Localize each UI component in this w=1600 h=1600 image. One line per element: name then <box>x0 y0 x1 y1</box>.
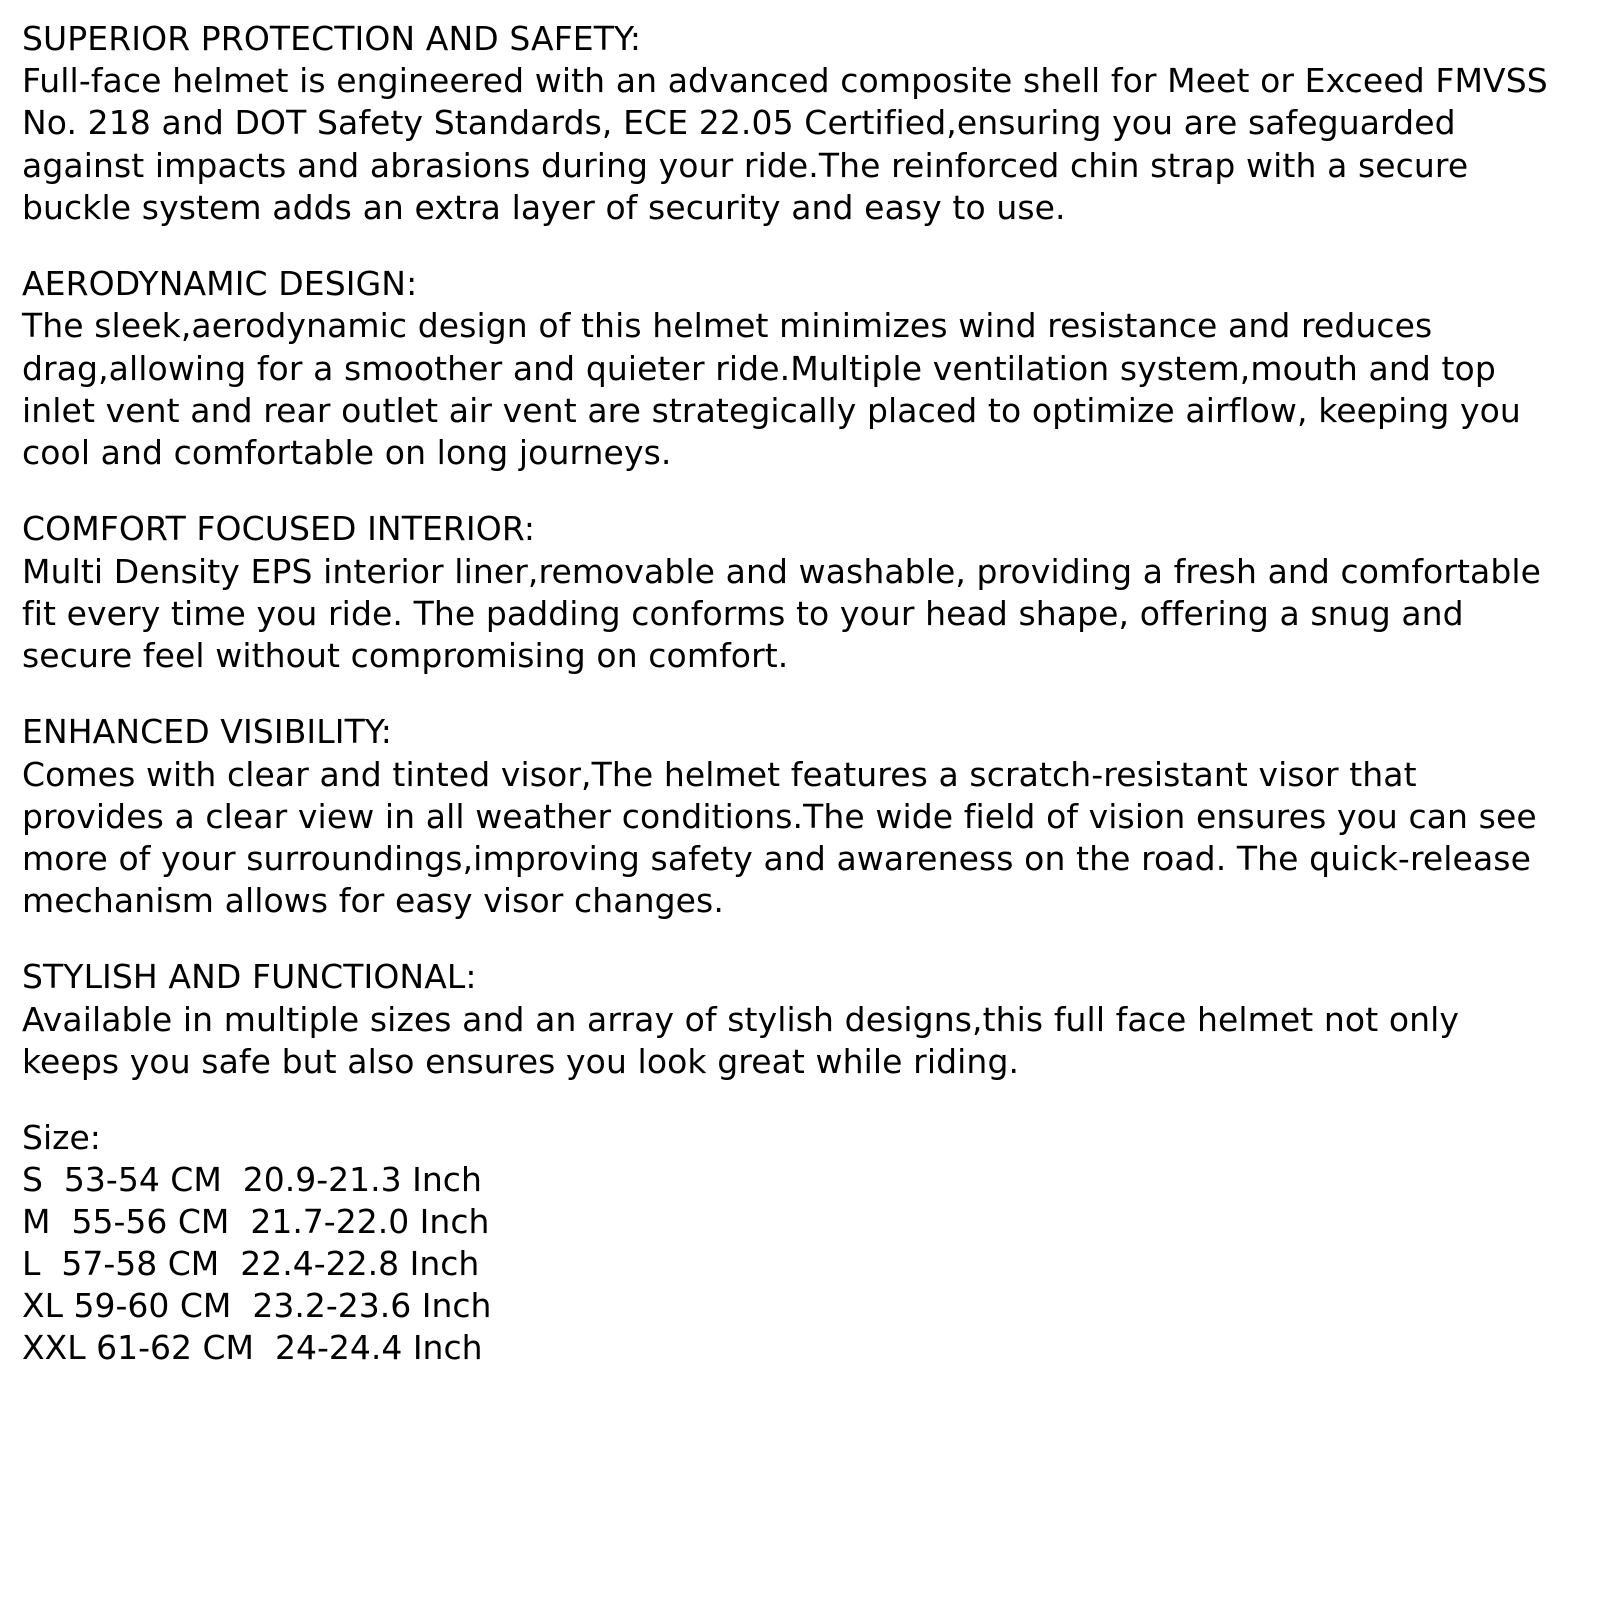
size-chart-row: M 55-56 CM 21.7-22.0 Inch <box>22 1202 490 1242</box>
section-heading: AERODYNAMIC DESIGN: <box>22 264 418 304</box>
size-chart-row: XL 59-60 CM 23.2-23.6 Inch <box>22 1286 492 1326</box>
section-heading: ENHANCED VISIBILITY: <box>22 712 392 752</box>
section-aerodynamic-design <box>22 263 1560 474</box>
section-heading: COMFORT FOCUSED INTERIOR: <box>22 509 536 549</box>
size-chart-row: S 53-54 CM 20.9-21.3 Inch <box>22 1160 482 1200</box>
section-enhanced-visibility <box>22 711 1560 922</box>
section-heading: SUPERIOR PROTECTION AND SAFETY: <box>22 19 642 58</box>
size-chart-row: XXL 61-62 CM 24-24.4 Inch <box>22 1328 483 1368</box>
section-body: Available in multiple sizes and an array of stylish designs,this full face helmet not only keeps you safe but also ensures you look great while riding. <box>22 999 1470 1081</box>
section-body: Full-face helmet is engineered with an advanced composite shell for Meet or Exceed FMVSS No. 218 and DOT Safety Standards, ECE 22.05 Certified,ensuring you are safeguarded against impacts and abrasions during your ride.The reinforced chin strap with a secure buckle system adds an extra layer of security and easy to use. <box>22 61 1559 227</box>
section-body: Multi Density EPS interior liner,removable and washable, providing a fresh and comfortable fit every time you ride. The padding conforms to your head shape, offering a snug and secure feel without compromising on comfort. <box>22 551 1552 676</box>
section-superior-protection <box>22 18 1560 229</box>
section-comfort-focused-interior <box>22 508 1560 677</box>
size-chart-row: L 57-58 CM 22.4-22.8 Inch <box>22 1244 480 1284</box>
section-size-chart <box>22 1117 1560 1369</box>
section-stylish-and-functional <box>22 956 1560 1083</box>
section-body: The sleek,aerodynamic design of this helmet minimizes wind resistance and reduces drag,allowing for a smoother and quieter ride.Multiple ventilation system,mouth and top inlet vent and rear outlet air vent are strategically placed to optimize airflow, keeping you cool and comfortable on long journeys. <box>22 306 1532 473</box>
section-heading: STYLISH AND FUNCTIONAL: <box>22 957 477 997</box>
size-chart-label: Size: <box>22 1118 101 1158</box>
section-body: Comes with clear and tinted visor,The helmet features a scratch-resistant visor that provides a clear view in all weather conditions.The wide field of vision ensures you can see more of your surroundings,improving safety and awareness on the road. The quick-release mechanism allows for easy visor changes. <box>22 754 1548 921</box>
